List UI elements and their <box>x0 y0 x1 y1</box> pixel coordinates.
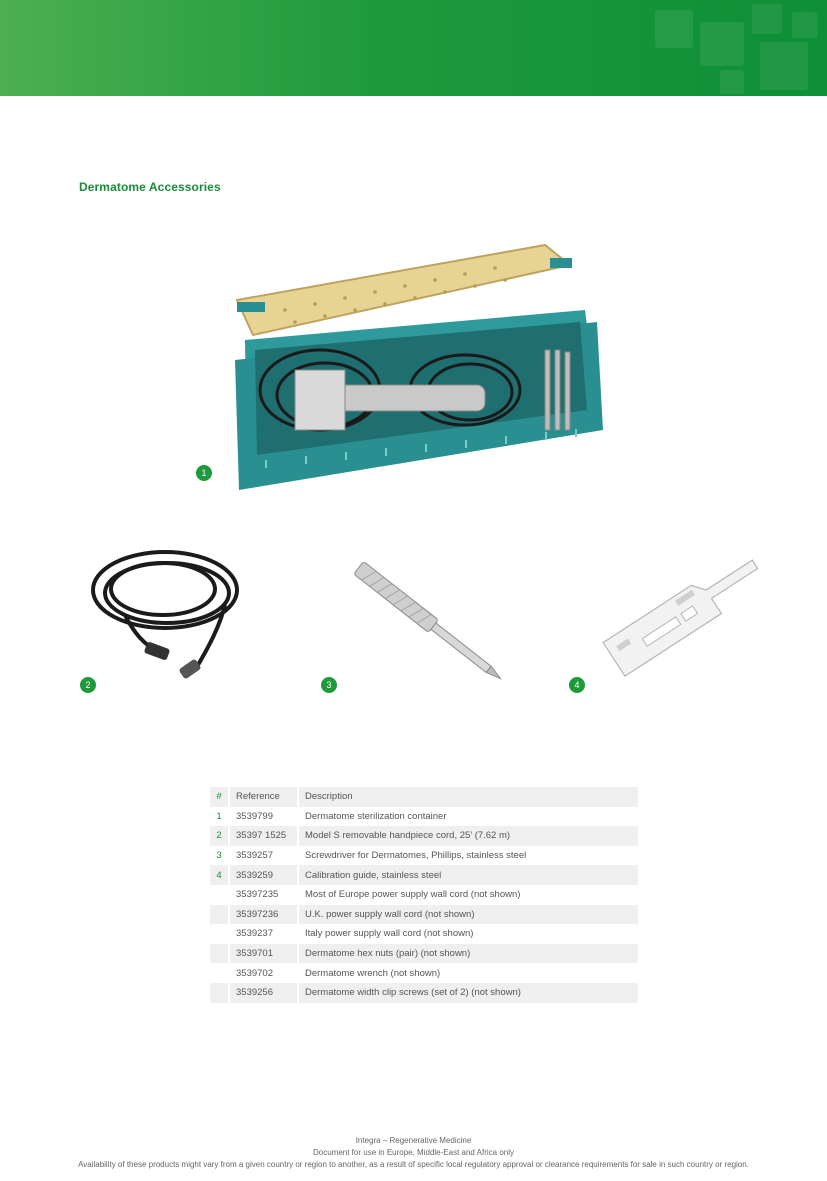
table-row <box>210 905 638 925</box>
header-description: Description <box>298 787 638 807</box>
section-title: Dermatome Accessories <box>79 180 221 194</box>
table-row <box>210 963 638 983</box>
row-number: 3 <box>216 850 222 862</box>
table-row <box>210 826 638 846</box>
row-reference: 3539257 <box>229 846 298 866</box>
row-reference: 3539256 <box>229 983 298 1003</box>
row-number <box>210 944 229 964</box>
row-description: Dermatome sterilization container <box>298 807 638 827</box>
footer-line-region: Document for use in Europe, Middle-East and Africa only <box>313 1148 514 1157</box>
item-badge-1: 1 <box>196 465 212 481</box>
calibration-guide-image <box>595 522 780 697</box>
banner-square-decoration <box>720 70 744 94</box>
header-number: # <box>210 787 229 807</box>
screwdriver-image <box>350 540 515 700</box>
row-reference: 3539702 <box>229 963 298 983</box>
row-reference: 3539259 <box>229 865 298 885</box>
row-reference: 35397235 <box>229 885 298 905</box>
parts-table <box>210 787 638 1003</box>
row-number: 1 <box>216 810 222 822</box>
table-row <box>210 983 638 1003</box>
row-reference: 3539237 <box>229 924 298 944</box>
table-row <box>210 885 638 905</box>
row-description: Dermatome hex nuts (pair) (not shown) <box>298 944 638 964</box>
header-banner <box>0 0 827 96</box>
table-header-row <box>210 787 638 807</box>
item-badge-3: 3 <box>321 677 337 693</box>
row-reference: 35397236 <box>229 905 298 925</box>
header-reference: Reference <box>229 787 298 807</box>
row-description: Screwdriver for Dermatomes, Phillips, stainless steel <box>298 846 638 866</box>
row-description: Calibration guide, stainless steel <box>298 865 638 885</box>
banner-square-decoration <box>655 10 693 48</box>
row-number <box>210 905 229 925</box>
handpiece-cord-image <box>85 545 245 685</box>
banner-square-decoration <box>700 22 744 66</box>
row-description: Most of Europe power supply wall cord (not shown) <box>298 885 638 905</box>
sterilization-container-image <box>225 240 605 490</box>
row-description: Dermatome wrench (not shown) <box>298 963 638 983</box>
table-row <box>210 924 638 944</box>
row-reference: 3539799 <box>229 807 298 827</box>
banner-square-decoration <box>792 12 818 38</box>
row-number: 2 <box>210 826 229 846</box>
row-number <box>210 885 229 905</box>
row-description: U.K. power supply wall cord (not shown) <box>298 905 638 925</box>
item-badge-4: 4 <box>569 677 585 693</box>
row-description: Model S removable handpiece cord, 25’ (7.62 m) <box>298 826 638 846</box>
row-description: Dermatome width clip screws (set of 2) (not shown) <box>298 983 638 1003</box>
banner-square-decoration <box>752 4 782 34</box>
item-badge-2: 2 <box>80 677 96 693</box>
table-row <box>210 944 638 964</box>
row-number <box>210 963 229 983</box>
table-row <box>210 807 638 827</box>
table-row <box>210 865 638 885</box>
banner-square-decoration <box>760 42 808 90</box>
row-number <box>210 924 229 944</box>
row-number <box>210 983 229 1003</box>
footer-line-disclaimer: Availability of these products might vary from a given country or region to another, as a result of specific local regulatory approval or clearance requirements for sale in such country or region. <box>78 1160 749 1169</box>
row-reference: 3539701 <box>229 944 298 964</box>
footer-line-company: Integra – Regenerative Medicine <box>355 1136 472 1145</box>
row-reference: 35397 1525 <box>229 826 298 846</box>
row-number: 4 <box>210 865 229 885</box>
table-row <box>210 846 638 866</box>
row-description: Italy power supply wall cord (not shown) <box>298 924 638 944</box>
